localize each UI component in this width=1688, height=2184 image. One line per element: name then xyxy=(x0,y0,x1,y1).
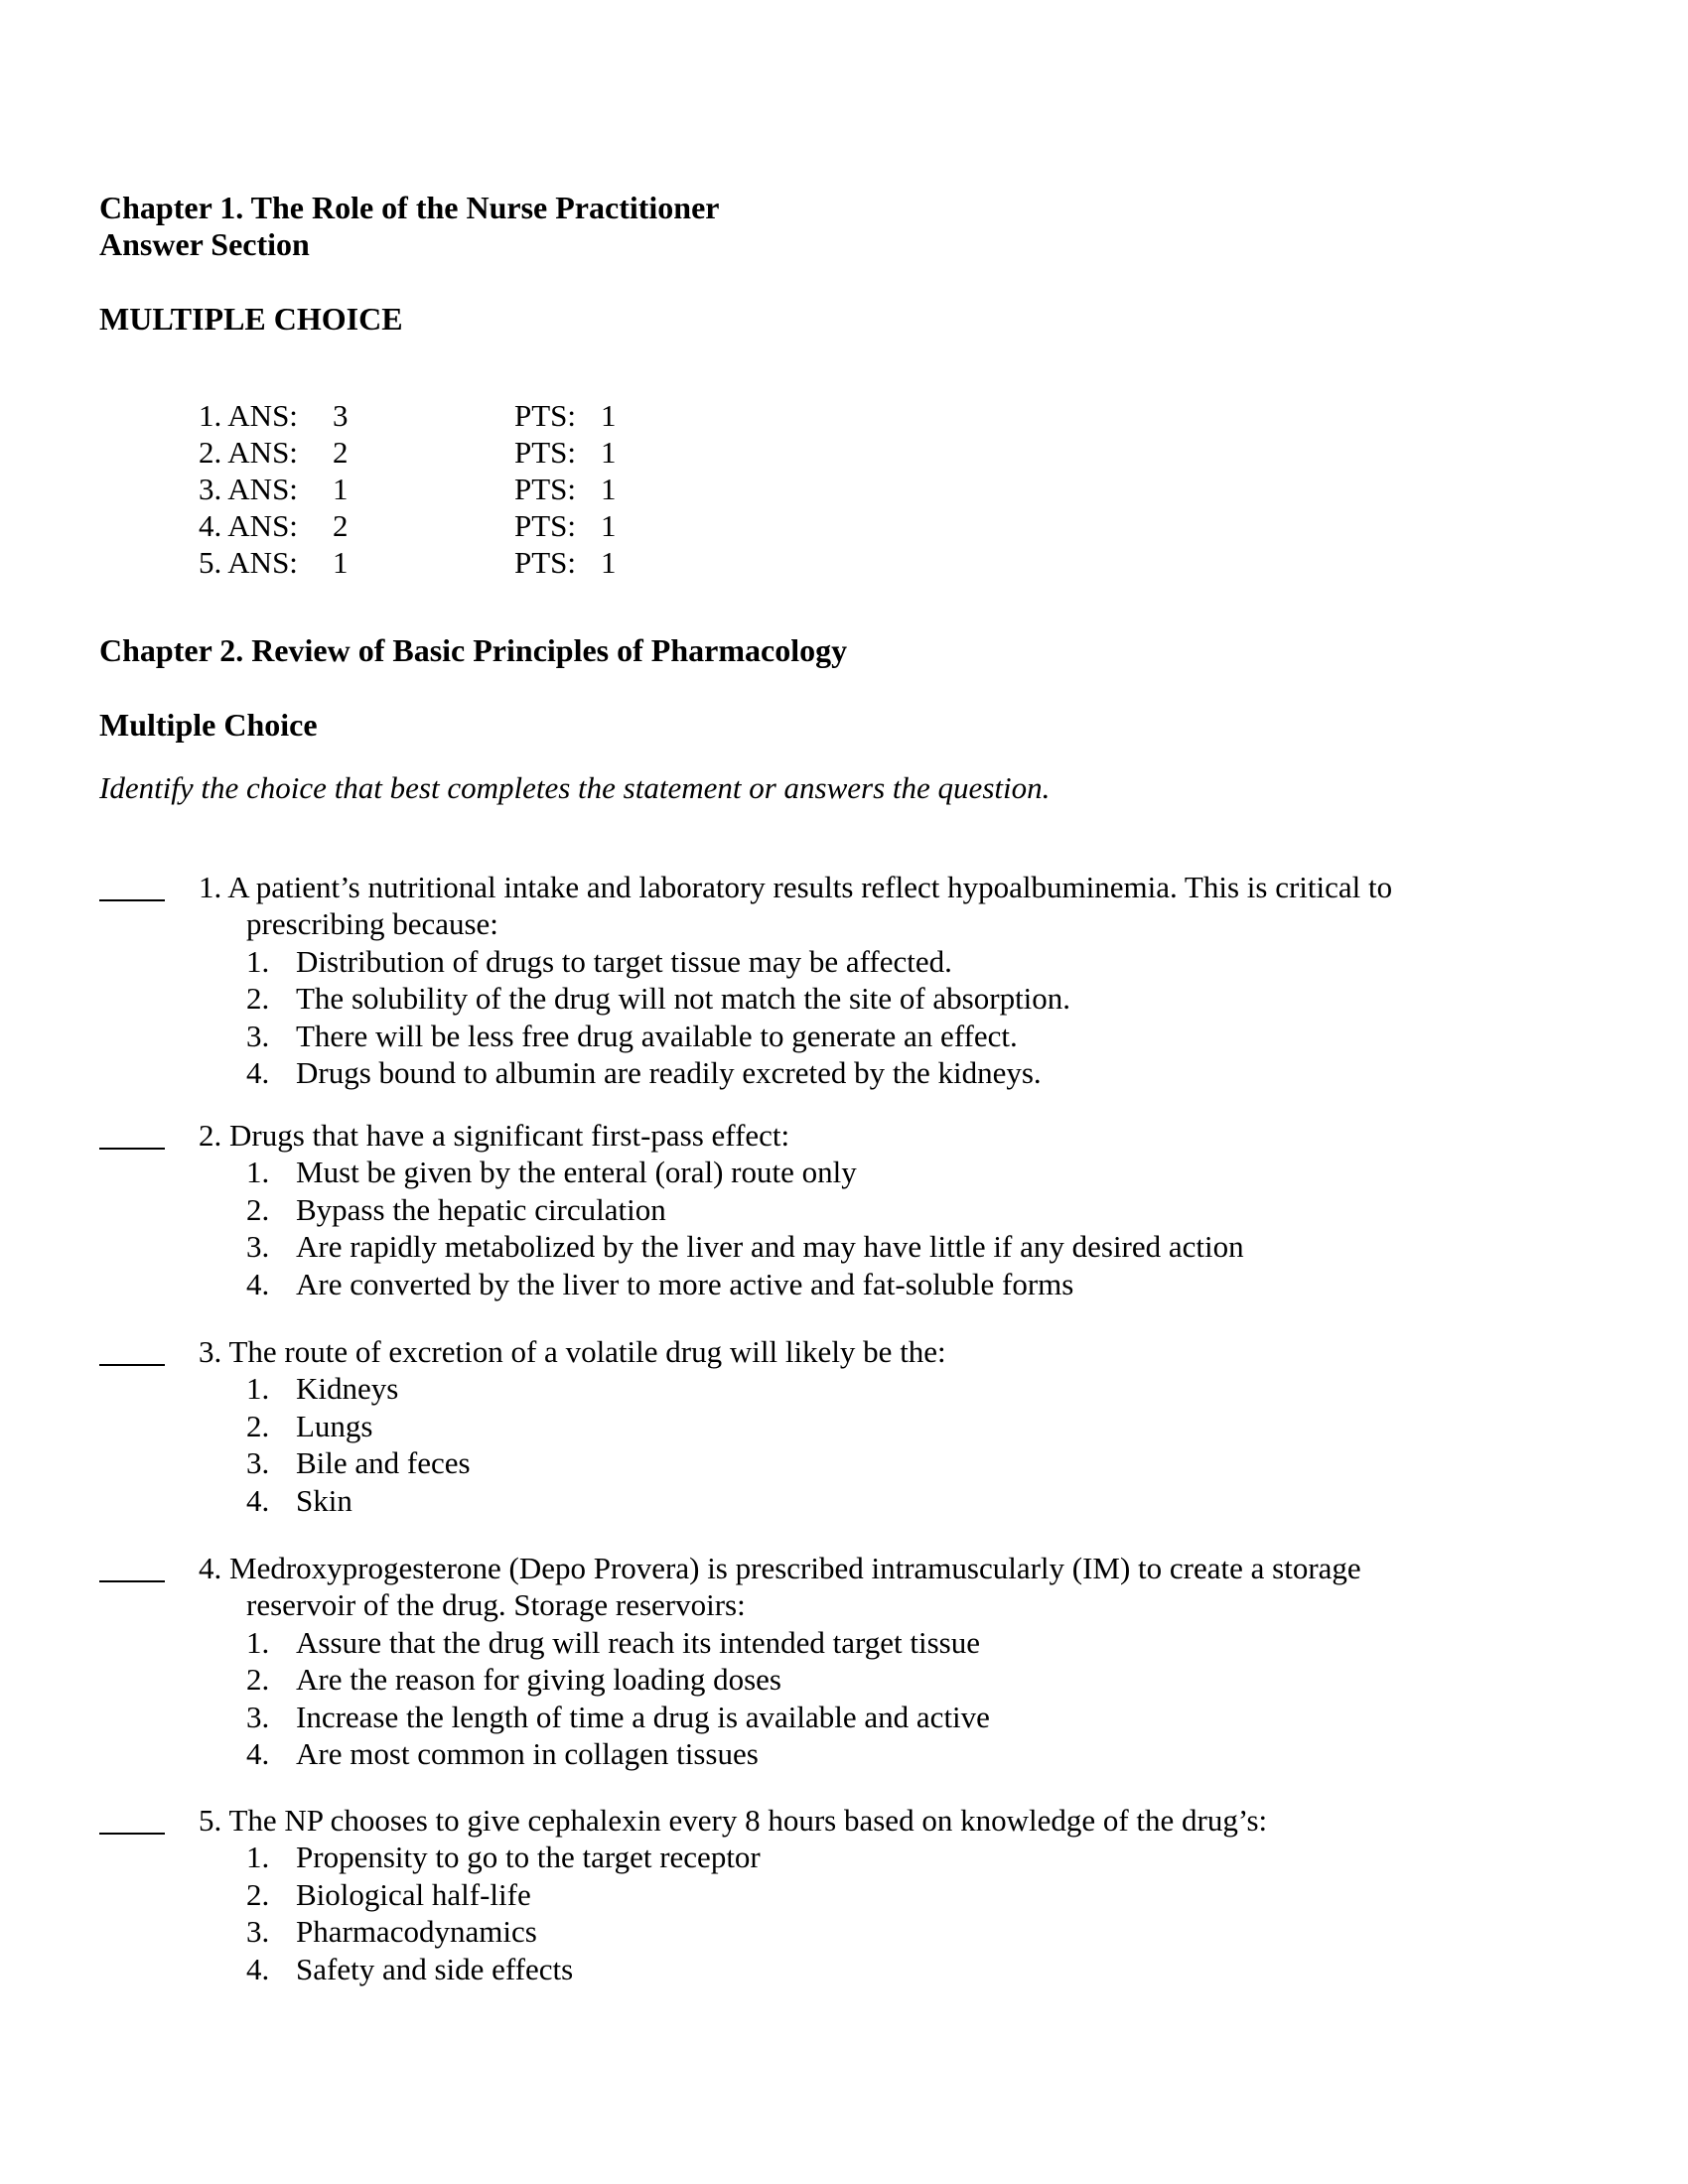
option-text: Kidneys xyxy=(296,1371,399,1406)
option-number: 3. xyxy=(246,1445,270,1480)
question-stem: 4. Medroxyprogesterone (Depo Provera) is prescribed intramuscularly (IM) to create a storage xyxy=(199,1551,1361,1585)
answer-value: 1 xyxy=(333,472,349,506)
option-text: Are the reason for giving loading doses xyxy=(296,1662,781,1697)
answer-blank[interactable] xyxy=(99,1833,165,1835)
option-number: 4. xyxy=(246,1267,270,1301)
points-label: PTS: xyxy=(514,508,577,543)
option-text: Propensity to go to the target receptor xyxy=(296,1840,761,1874)
option-number: 3. xyxy=(246,1019,270,1053)
answer-number: 3. ANS: xyxy=(199,472,298,506)
answer-value: 3 xyxy=(333,398,349,433)
question-stem: 2. Drugs that have a significant first-pass effect: xyxy=(199,1118,790,1153)
option-text: Assure that the drug will reach its intended target tissue xyxy=(296,1625,981,1660)
option-text: The solubility of the drug will not match the site of absorption. xyxy=(296,981,1071,1016)
question-stem-continued: prescribing because: xyxy=(246,906,498,941)
points-label: PTS: xyxy=(514,472,577,506)
option-number: 1. xyxy=(246,1155,270,1189)
question-stem-continued: reservoir of the drug. Storage reservoirs: xyxy=(246,1587,746,1622)
option-number: 2. xyxy=(246,1409,270,1443)
option-number: 1. xyxy=(246,944,270,979)
option-text: Bile and feces xyxy=(296,1445,471,1480)
option-number: 2. xyxy=(246,1662,270,1697)
option-text: Safety and side effects xyxy=(296,1952,574,1986)
points-label: PTS: xyxy=(514,435,577,470)
option-text: Are most common in collagen tissues xyxy=(296,1736,759,1771)
answer-blank[interactable] xyxy=(99,1364,165,1366)
question-stem: 1. A patient’s nutritional intake and laboratory results reflect hypoalbuminemia. This is critical to xyxy=(199,870,1393,904)
points-value: 1 xyxy=(601,435,617,470)
answer-section-title: Answer Section xyxy=(99,226,310,262)
points-value: 1 xyxy=(601,545,617,580)
option-number: 1. xyxy=(246,1625,270,1660)
option-text: Lungs xyxy=(296,1409,373,1443)
answer-number: 4. ANS: xyxy=(199,508,298,543)
option-text: Increase the length of time a drug is available and active xyxy=(296,1700,990,1734)
option-text: Are converted by the liver to more active and fat-soluble forms xyxy=(296,1267,1074,1301)
option-number: 1. xyxy=(246,1840,270,1874)
points-label: PTS: xyxy=(514,398,577,433)
option-number: 2. xyxy=(246,1877,270,1912)
question-stem: 3. The route of excretion of a volatile drug will likely be the: xyxy=(199,1334,946,1369)
option-text: Skin xyxy=(296,1483,352,1518)
answer-value: 2 xyxy=(333,508,349,543)
points-value: 1 xyxy=(601,398,617,433)
option-number: 3. xyxy=(246,1700,270,1734)
answer-blank[interactable] xyxy=(99,1580,165,1582)
answer-number: 2. ANS: xyxy=(199,435,298,470)
option-number: 3. xyxy=(246,1914,270,1949)
option-text: Drugs bound to albumin are readily excreted by the kidneys. xyxy=(296,1055,1042,1090)
option-number: 2. xyxy=(246,981,270,1016)
answer-blank[interactable] xyxy=(99,1148,165,1150)
option-text: Distribution of drugs to target tissue may be affected. xyxy=(296,944,952,979)
option-number: 3. xyxy=(246,1229,270,1264)
option-text: Biological half-life xyxy=(296,1877,531,1912)
points-value: 1 xyxy=(601,472,617,506)
instructions: Identify the choice that best completes the statement or answers the question. xyxy=(99,770,1051,805)
option-text: Are rapidly metabolized by the liver and may have little if any desired action xyxy=(296,1229,1244,1264)
option-number: 4. xyxy=(246,1736,270,1771)
option-text: Pharmacodynamics xyxy=(296,1914,537,1949)
chapter1-title: Chapter 1. The Role of the Nurse Practitioner xyxy=(99,190,720,225)
multiple-choice-heading: MULTIPLE CHOICE xyxy=(99,301,403,337)
chapter2-title: Chapter 2. Review of Basic Principles of Pharmacology xyxy=(99,632,848,668)
answer-number: 1. ANS: xyxy=(199,398,298,433)
option-number: 4. xyxy=(246,1055,270,1090)
option-text: There will be less free drug available to generate an effect. xyxy=(296,1019,1018,1053)
answer-value: 1 xyxy=(333,545,349,580)
option-number: 2. xyxy=(246,1192,270,1227)
question-stem: 5. The NP chooses to give cephalexin every 8 hours based on knowledge of the drug’s: xyxy=(199,1803,1268,1838)
option-text: Bypass the hepatic circulation xyxy=(296,1192,666,1227)
points-value: 1 xyxy=(601,508,617,543)
answer-value: 2 xyxy=(333,435,349,470)
multiple-choice-subheading: Multiple Choice xyxy=(99,707,318,743)
answer-blank[interactable] xyxy=(99,899,165,901)
answer-number: 5. ANS: xyxy=(199,545,298,580)
option-number: 1. xyxy=(246,1371,270,1406)
points-label: PTS: xyxy=(514,545,577,580)
option-text: Must be given by the enteral (oral) route only xyxy=(296,1155,857,1189)
option-number: 4. xyxy=(246,1952,270,1986)
option-number: 4. xyxy=(246,1483,270,1518)
